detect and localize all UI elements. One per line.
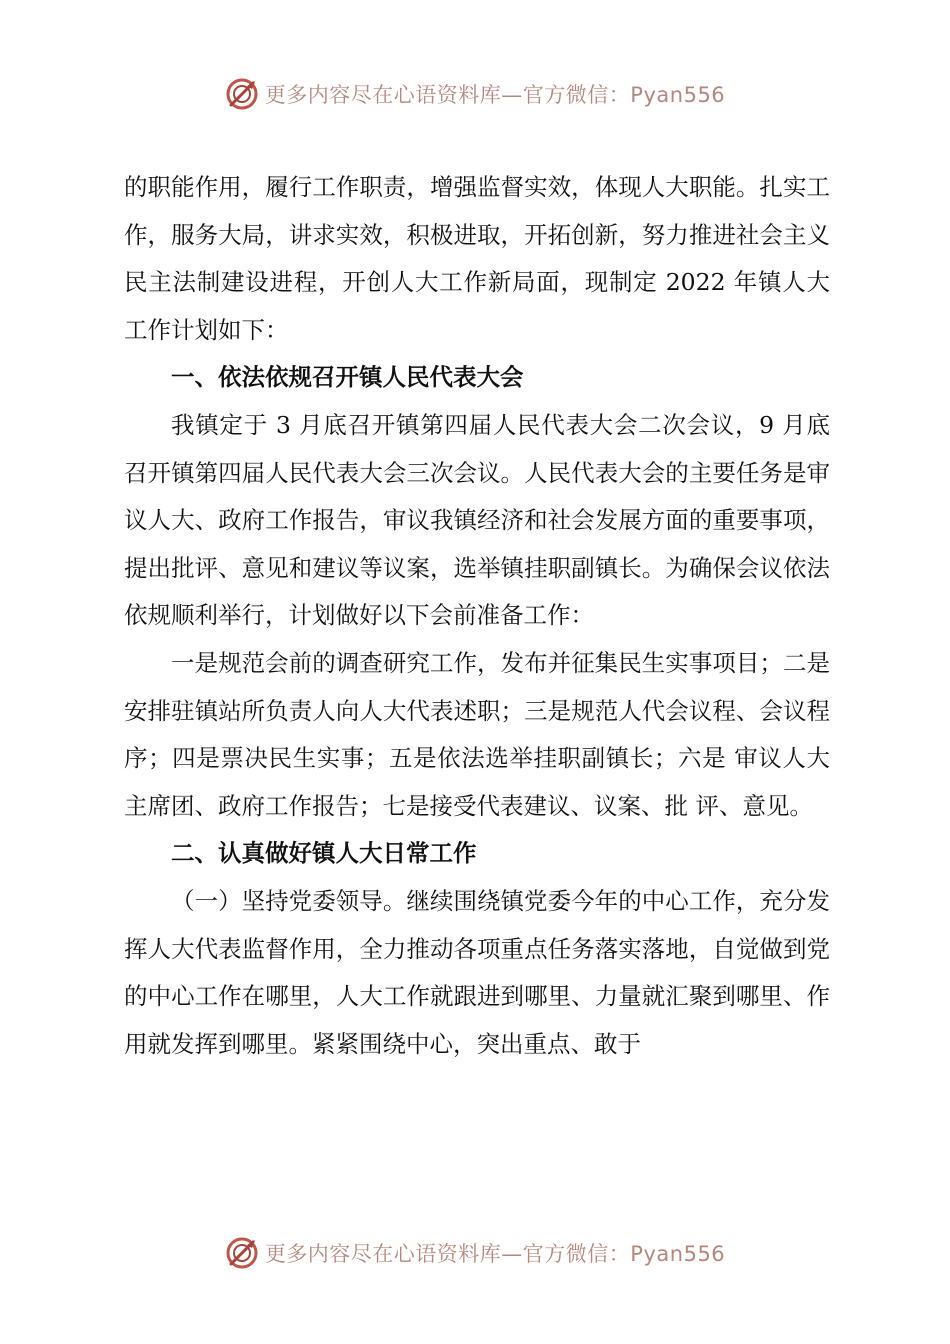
section-heading-2: 二、认真做好镇人大日常工作 [171,839,477,868]
paragraph-preparations: 一是规范会前的调查研究工作，发布并征集民生实事项目；二是安排驻镇站所负责人向人大代表述职；三是规范人代会议程、会议程序；四是票决民生实事；五是依法选举挂职副镇长；六是 审议人大主席团、政府工作报告；七是接受代表建议、议案、批 评、意见。 [124,648,830,820]
paragraph-meetings: 我镇定于 3 月底召开镇第四届人民代表大会二次会议，9 月底召开镇第四届人民代表大会三次会议。人民代表大会的主要任务是审议人大、政府工作报告，审议我镇经济和社会发展方面的重要事项，提出批评、意见和建议等议案，选举镇挂职副镇长。为确保会议依法依规顺利举行，计划做好以下会前准备工作： [124,410,830,630]
header-watermark [0,74,950,114]
document-body [124,164,830,1068]
watermark-logo-icon [225,77,259,111]
section-heading-1: 一、依法依规召开镇人民代表大会 [171,363,524,392]
watermark-text: 更多内容尽在心语资料库—官方微信：Pyan556 [264,83,726,107]
watermark-text: 更多内容尽在心语资料库—官方微信：Pyan556 [264,1242,726,1266]
footer-watermark [0,1233,950,1273]
watermark-logo-icon [225,1236,259,1270]
intro-paragraph: 的职能作用，履行工作职责，增强监督实效，体现人大职能。扎实工作，服务大局，讲求实效，积极进取，开拓创新，努力推进社会主义民主法制建设进程，开创人大工作新局面，现制定 2022 年镇人大工作计划如下： [124,173,830,344]
paragraph-party-leadership: （一）坚持党委领导。继续围绕镇党委今年的中心工作，充分发挥人大代表监督作用，全力推动各项重点任务落实落地，自觉做到党的中心工作在哪里，人大工作就跟进到哪里、力量就汇聚到哪里、作用就发挥到哪里。紧紧围绕中心，突出重点、敢于 [124,886,830,1058]
